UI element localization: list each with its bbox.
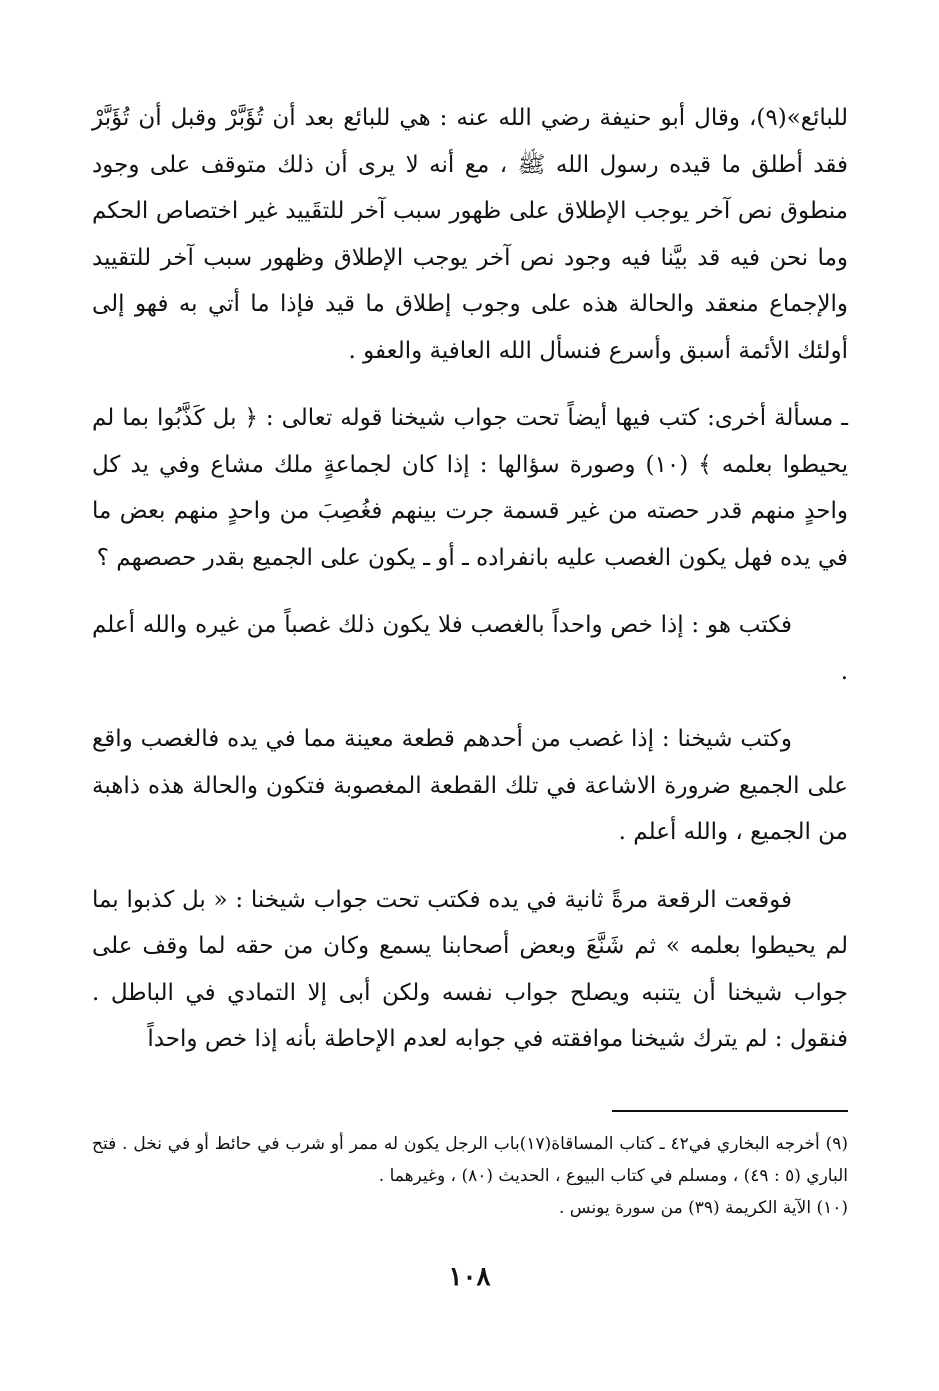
main-text — [92, 95, 848, 1063]
paragraph-5: فوقعت الرقعة مرةً ثانية في يده فكتب تحت جواب شيخنا : « بل كذبوا بما لم يحيطوا بعلمه » ثم شَنَّعَ وبعض أصحابنا يسمع وكان من حقه لما وقف على جواب شيخنا أن يتنبه ويصلح جواب نفسه ولكن أبى إلا التمادي في الباطل . فنقول : لم يترك شيخنا موافقته في جوابه لعدم الإحاطة بأنه إذا خص واحداً — [92, 886, 848, 1052]
footnote-divider — [612, 1110, 848, 1112]
paragraph-3: فكتب هو : إذا خص واحداً بالغصب فلا يكون ذلك غصباً من غيره والله أعلم . — [92, 612, 848, 685]
footnote-9: (٩) أخرجه البخاري في٤٢ ـ كتاب المساقاة(١٧)باب الرجل يكون له ممر أو شرب في حائط أو في نخل . فتح الباري (٥ : ٤٩) ، ومسلم في كتاب البيوع ، الحديث (٨٠) ، وغيرهما . — [92, 1134, 848, 1186]
paragraph-2: ـ مسألة أخرى: كتب فيها أيضاً تحت جواب شيخنا قوله تعالى : ﴿ بل كَذَّبُوا بما لم يحيطوا بعلمه ﴾ (١٠) وصورة سؤالها : إذا كان لجماعةٍ ملك مشاع وفي يد كل واحدٍ منهم قدر حصته من غير قسمة جرت بينهم فغُصِبَ من واحدٍ منهم بعض ما في يده فهل يكون الغصب عليه بانفراده ـ أو ـ يكون على الجميع بقدر حصصهم ؟ — [92, 405, 848, 571]
footnotes — [92, 1128, 848, 1224]
paragraph-4: وكتب شيخنا : إذا غصب من أحدهم قطعة معينة مما في يده فالغصب واقع على الجميع ضرورة الاشاعة في تلك القطعة المغصوبة فتكون والحالة هذه ذاهبة من الجميع ، والله أعلم . — [92, 726, 848, 845]
page-number: ١٠٨ — [448, 1262, 491, 1292]
paragraph-1: للبائع»(٩)، وقال أبو حنيفة رضي الله عنه : هي للبائع بعد أن تُؤَبَّرْ وقبل أن تُؤَبَّرْ فقد أطلق ما قيده رسول الله ﷺ ، مع أنه لا يرى أن ذلك متوقف على وجود منطوق نص آخر يوجب الإطلاق على ظهور سبب آخر للتقَييد غير اختصاص الحكم وما نحن فيه قد بيَّنا فيه وجود نص آخر يوجب الإطلاق وظهور سبب آخر للتقييد والإجماع منعقد والحالة هذه على وجوب إطلاق ما قيد فإذا ما أتي به فهو إلى أولئك الأئمة أسبق وأسرع فنسأل الله العافية والعفو . — [92, 105, 848, 364]
footnote-10: (١٠) الآية الكريمة (٣٩) من سورة يونس . — [558, 1198, 848, 1218]
